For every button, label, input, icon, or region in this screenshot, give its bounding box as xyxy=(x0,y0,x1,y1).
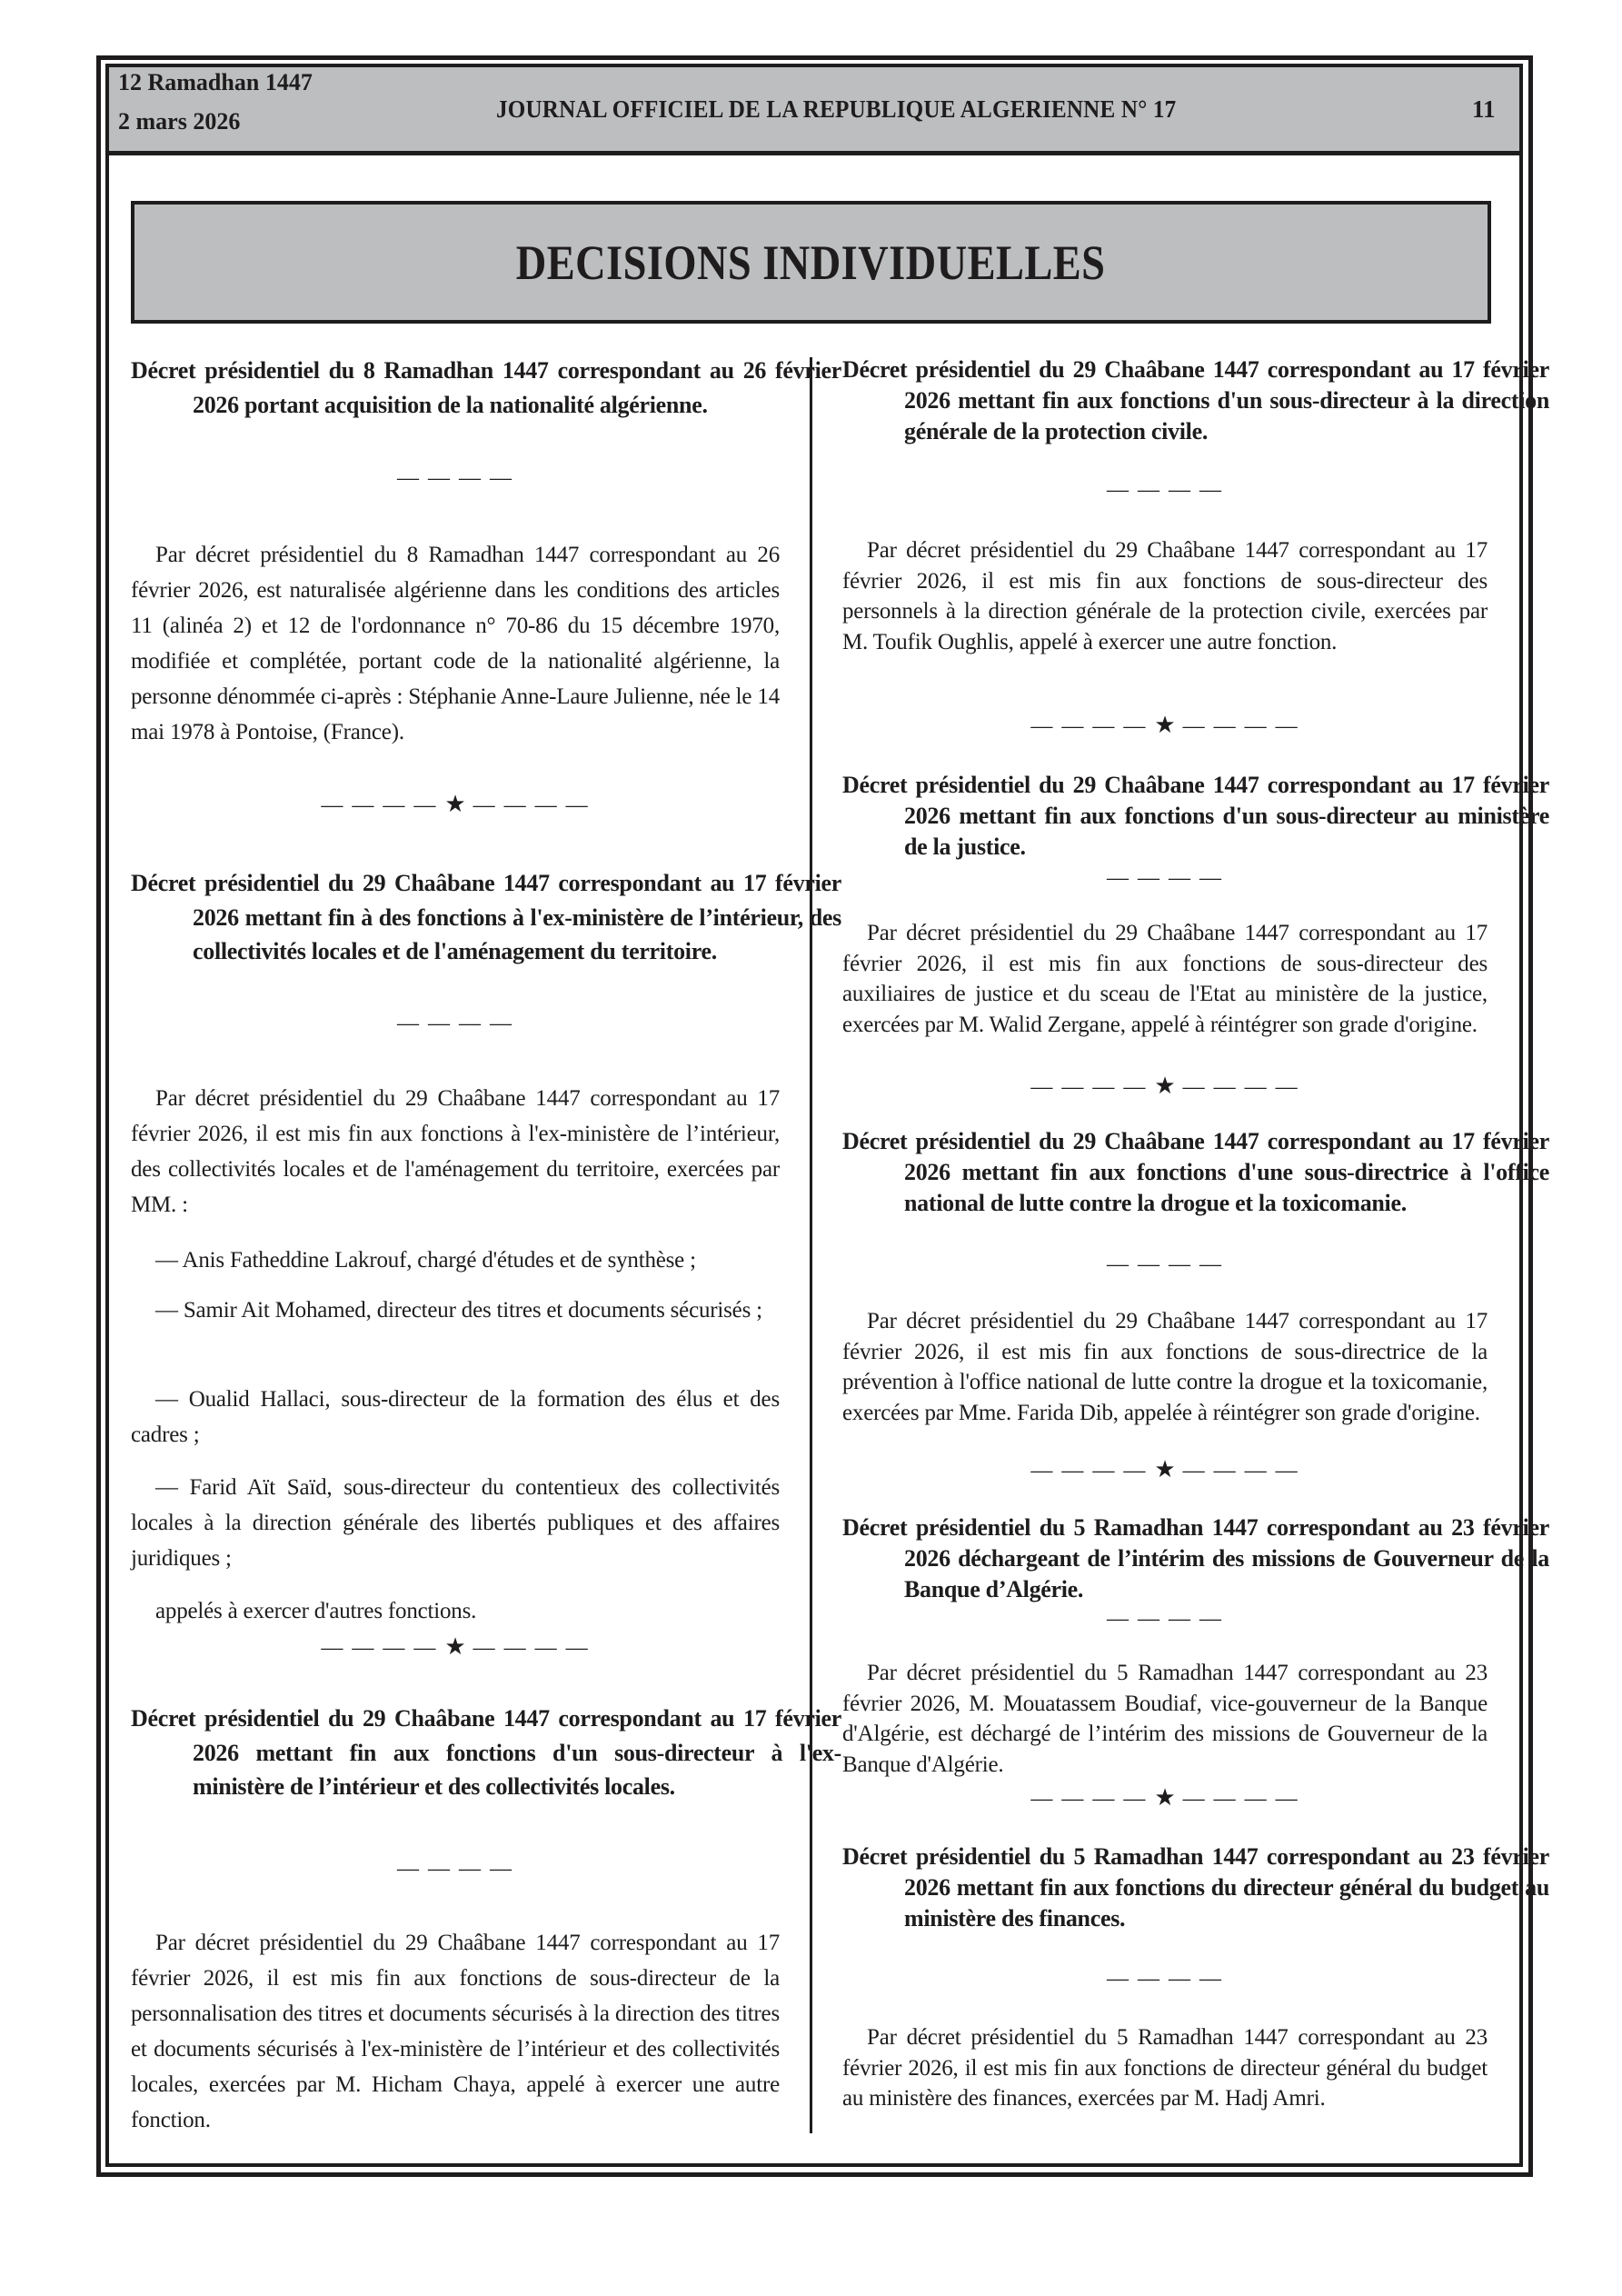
list-item: — Oualid Hallaci, sous-directeur de la formation des élus et des cadres ; xyxy=(131,1387,780,1447)
header-gregorian-date: 2 mars 2026 xyxy=(118,108,241,135)
star-icon: ★ xyxy=(1154,1073,1176,1099)
decree-closing: appelés à exercer d'autres fonctions. xyxy=(155,1599,477,1623)
section-separator: — — — — xyxy=(1107,866,1223,890)
decree-heading: Décret présidentiel du 29 Chaâbane 1447 correspondant au 17 février 2026 mettant fin aux fonctions d'un sous-directeur à l'ex-ministère de l’intérieur et des collectivités locales. xyxy=(131,1705,841,1800)
dash-left: — — — — xyxy=(1030,1075,1155,1099)
decree-body: Par décret présidentiel du 5 Ramadhan 1447 correspondant au 23 février 2026, il est mis fin aux fonctions de directeur général du budget au ministère des finances, exercées par M. Hadj Amri. xyxy=(842,2025,1488,2111)
decree-heading: Décret présidentiel du 29 Chaâbane 1447 correspondant au 17 février 2026 mettant fin aux fonctions d'une sous-directrice à l'office national de lutte contre la drogue et la toxicomanie. xyxy=(842,1128,1549,1216)
column-divider xyxy=(810,357,812,2133)
header-hijri-date: 12 Ramadhan 1447 xyxy=(118,69,313,95)
decree-heading: Décret présidentiel du 5 Ramadhan 1447 correspondant au 23 février 2026 mettant fin aux fonctions du directeur général du budget au ministère des finances. xyxy=(842,1843,1549,1932)
page-number: 11 xyxy=(1472,95,1496,123)
dash-right: — — — — xyxy=(1175,714,1299,738)
decree-body: Par décret présidentiel du 8 Ramadhan 1447 correspondant au 26 février 2026, est naturalisée algérienne dans les conditions des articles 11 (alinéa 2) et 12 de l'ordonnance n° 70-86 du 15 décembre 1970, modifiée et complétée, portant code de la nationalité algérienne, la personne dénommée ci-après : Stéphanie Anne-Laure Julienne, née le 14 mai 1978 à Pontoise, (France). xyxy=(131,543,780,744)
section-separator: — — — — xyxy=(1107,1253,1223,1276)
journal-title: JOURNAL OFFICIEL DE LA REPUBLIQUE ALGERIENNE N° 17 xyxy=(496,95,1177,123)
section-separator: — — — — xyxy=(397,1857,513,1881)
decree-heading: Décret présidentiel du 29 Chaâbane 1447 correspondant au 17 février 2026 mettant fin aux fonctions d'un sous-directeur à la direction générale de la protection civile. xyxy=(842,356,1549,444)
dash-left: — — — — xyxy=(1030,714,1155,738)
list-item: — Anis Fatheddine Lakrouf, chargé d'études et de synthèse ; xyxy=(155,1248,696,1273)
star-separator xyxy=(842,1785,1488,1812)
star-icon: ★ xyxy=(1154,1784,1176,1811)
section-separator: — — — — xyxy=(1107,478,1223,502)
decree-body: Par décret présidentiel du 29 Chaâbane 1447 correspondant au 17 février 2026, il est mis fin aux fonctions à l'ex-ministère de l’intérieur, des collectivités locales et de l'aménagement du territoire, exercées par MM. : xyxy=(131,1086,780,1217)
star-separator xyxy=(842,1457,1488,1483)
dash-right: — — — — xyxy=(465,1636,590,1660)
list-item: — Farid Aït Saïd, sous-directeur du contentieux des collectivités locales à la direction générale des libertés publiques et des affaires juridiques ; xyxy=(131,1475,780,1571)
star-separator xyxy=(842,713,1488,739)
dash-left: — — — — xyxy=(321,794,445,817)
dash-right: — — — — xyxy=(1175,1787,1299,1811)
star-separator xyxy=(131,1634,780,1661)
section-title-box xyxy=(131,201,1491,324)
dash-left: — — — — xyxy=(1030,1787,1155,1811)
decree-body: Par décret présidentiel du 29 Chaâbane 1447 correspondant au 17 février 2026, il est mis fin aux fonctions de sous-directeur des personnels à la direction générale de la protection civile, exercées par M. Toufik Oughlis, appelé à exercer une autre fonction. xyxy=(842,538,1488,654)
star-icon: ★ xyxy=(444,1633,466,1660)
decree-body: Par décret présidentiel du 29 Chaâbane 1447 correspondant au 17 février 2026, il est mis fin aux fonctions de sous-directeur de la personnalisation des titres et documents sécurisés à la direction des titres et documents sécurisés à l'ex-ministère de l’intérieur et des collectivités locales, exercées par M. Hicham Chaya, appelé à exercer une autre fonction. xyxy=(131,1931,780,2132)
dash-left: — — — — xyxy=(1030,1459,1155,1482)
section-title: DECISIONS INDIVIDUELLES xyxy=(516,235,1106,290)
section-separator: — — — — xyxy=(397,466,513,490)
dash-right: — — — — xyxy=(1175,1459,1299,1482)
decree-body: Par décret présidentiel du 5 Ramadhan 1447 correspondant au 23 février 2026, M. Mouatassem Boudiaf, vice-gouverneur de la Banque d'Algérie, est déchargé de l’intérim des missions de Gouverneur de la Banque d'Algérie. xyxy=(842,1661,1488,1777)
dash-right: — — — — xyxy=(465,794,590,817)
decree-heading: Décret présidentiel du 5 Ramadhan 1447 correspondant au 23 février 2026 déchargeant de l’intérim des missions de Gouverneur de la Banque d’Algérie. xyxy=(842,1514,1549,1602)
section-separator: — — — — xyxy=(397,1012,513,1035)
decree-body: Par décret présidentiel du 29 Chaâbane 1447 correspondant au 17 février 2026, il est mis fin aux fonctions de sous-directeur des auxiliaires de justice et du sceau de l'Etat au ministère de la justice, exercées par M. Walid Zergane, appelé à réintégrer son grade d'origine. xyxy=(842,921,1488,1037)
star-separator xyxy=(842,1073,1488,1100)
star-icon: ★ xyxy=(444,791,466,817)
section-separator: — — — — xyxy=(1107,1607,1223,1631)
decree-heading: Décret présidentiel du 29 Chaâbane 1447 correspondant au 17 février 2026 mettant fin à des fonctions à l'ex-ministère de l’intérieur, des collectivités locales et de l'aménagement du territoire. xyxy=(131,870,841,964)
decree-heading: Décret présidentiel du 8 Ramadhan 1447 correspondant au 26 février 2026 portant acquisition de la nationalité algérienne. xyxy=(131,357,841,418)
list-item: — Samir Ait Mohamed, directeur des titres et documents sécurisés ; xyxy=(155,1298,762,1323)
star-icon: ★ xyxy=(1154,1456,1176,1482)
section-separator: — — — — xyxy=(1107,1967,1223,1991)
star-separator xyxy=(131,792,780,818)
dash-right: — — — — xyxy=(1175,1075,1299,1099)
star-icon: ★ xyxy=(1154,712,1176,738)
dash-left: — — — — xyxy=(321,1636,445,1660)
decree-body: Par décret présidentiel du 29 Chaâbane 1447 correspondant au 17 février 2026, il est mis fin aux fonctions de sous-directrice de la prévention à l'office national de lutte contre la drogue et la toxicomanie, exercées par Mme. Farida Dib, appelée à réintégrer son grade d'origine. xyxy=(842,1309,1488,1425)
decree-heading: Décret présidentiel du 29 Chaâbane 1447 correspondant au 17 février 2026 mettant fin aux fonctions d'un sous-directeur au ministère de la justice. xyxy=(842,772,1549,860)
